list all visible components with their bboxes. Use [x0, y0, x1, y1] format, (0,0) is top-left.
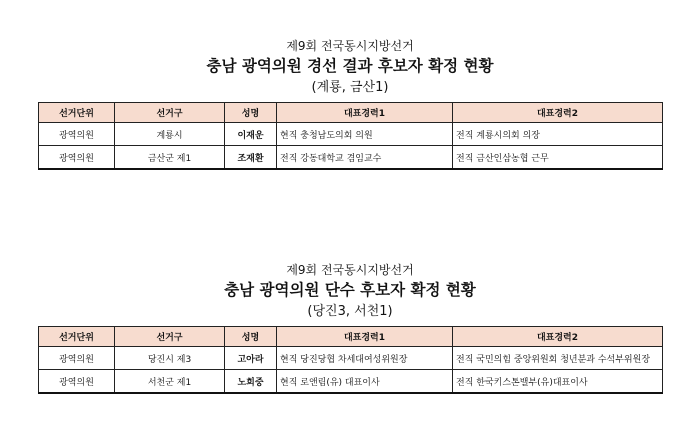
cell-career2: 전직 국민의힘 중앙위원회 청년분과 수석부위원장 [453, 347, 663, 370]
cell-district: 계룡시 [115, 123, 225, 146]
header-career2: 대표경력2 [453, 327, 663, 347]
cell-career1: 전직 강동대학교 겸임교수 [277, 146, 453, 170]
cell-unit: 광역의원 [39, 123, 115, 146]
header-unit: 선거단위 [39, 103, 115, 123]
table-row [39, 146, 663, 170]
table-row [39, 123, 663, 146]
section-primary-results [38, 38, 662, 170]
section-single-candidates [38, 262, 662, 394]
header-name: 성명 [225, 327, 277, 347]
cell-name: 이재운 [225, 123, 277, 146]
cell-unit: 광역의원 [39, 146, 115, 170]
region-label: (계룡, 금산1) [311, 80, 389, 95]
header-district: 선거구 [115, 103, 225, 123]
cell-name: 고아라 [225, 347, 277, 370]
header-career1: 대표경력1 [277, 327, 453, 347]
header-career1: 대표경력1 [277, 103, 453, 123]
table-row [39, 370, 663, 394]
cell-career2: 전직 금산인삼농협 근무 [453, 146, 663, 170]
table-header-row [39, 103, 663, 123]
cell-district: 금산군 제1 [115, 146, 225, 170]
cell-district: 당진시 제3 [115, 347, 225, 370]
table-header-row [39, 327, 663, 347]
candidates-table [38, 326, 663, 394]
section-title: 충남 광역의원 단수 후보자 확정 현황 [224, 281, 476, 299]
region-label: (당진3, 서천1) [307, 304, 393, 319]
cell-name: 노희중 [225, 370, 277, 394]
cell-career1: 현직 충청남도의회 의원 [277, 123, 453, 146]
cell-career2: 전직 계룡시의회 의장 [453, 123, 663, 146]
candidates-table [38, 102, 663, 170]
table-row [39, 347, 663, 370]
cell-unit: 광역의원 [39, 347, 115, 370]
election-subtitle: 제9회 전국동시지방선거 [286, 263, 414, 277]
cell-career2: 전직 한국키스톤밸부(유)대표이사 [453, 370, 663, 394]
header-career2: 대표경력2 [453, 103, 663, 123]
cell-unit: 광역의원 [39, 370, 115, 394]
header-name: 성명 [225, 103, 277, 123]
cell-career1: 현직 당진당협 차세대여성위원장 [277, 347, 453, 370]
section-title: 충남 광역의원 경선 결과 후보자 확정 현황 [206, 57, 494, 75]
header-unit: 선거단위 [39, 327, 115, 347]
cell-career1: 현직 로앤림(유) 대표이사 [277, 370, 453, 394]
cell-name: 조재환 [225, 146, 277, 170]
election-subtitle: 제9회 전국동시지방선거 [286, 39, 414, 53]
cell-district: 서천군 제1 [115, 370, 225, 394]
header-district: 선거구 [115, 327, 225, 347]
